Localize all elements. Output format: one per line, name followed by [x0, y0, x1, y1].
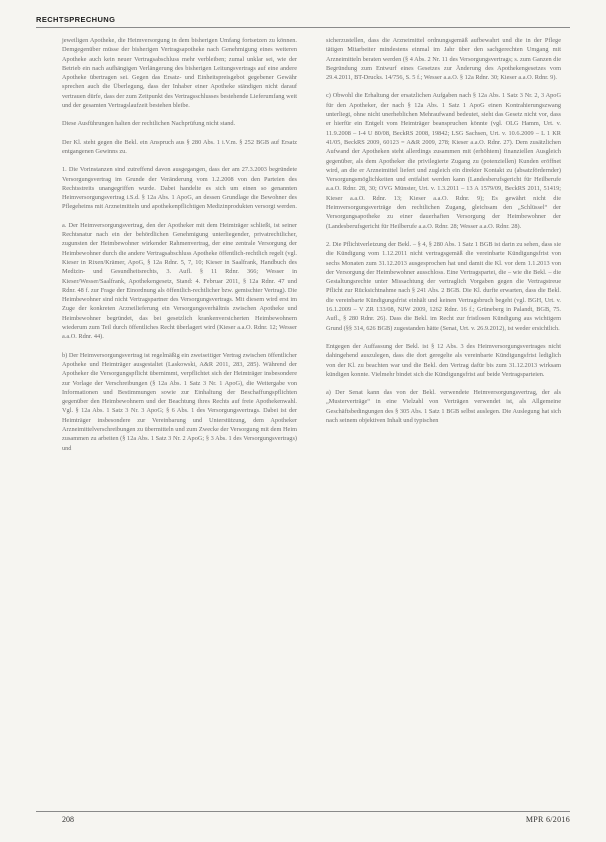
paragraph: jeweiligen Apotheke, die Heimversorgung in dem bisherigen Umfang fortsetzen zu können. Demgegenüber müsse der bisherigen Vertragsapotheke nach Genehmigung eines weiteren Apotheke auch kein neuer Vertragsabschluss mehr verbleiben; zumal unklar sei, wie der Betrieb ein nach aufhängigen Verlängerung des bisherigen Leitungsvertrags auf eine andere Apotheke übertragen sei. Gegen das Ersatz- und Einheitspreisgebot gegebener Gewähr sprechen auch die Überlegung, dass der Inhaber einer Apotheke ständigen nicht darauf vertrauen dürfe, dass der zum Zeitpunkt des Vertragsschlusses bestehende Lieferumfang weit und der gesamten Vertragslaufzeit bestehen bleibe. [62, 37, 297, 110]
footer-divider [36, 811, 570, 812]
paragraph: 2. Die Pflichtverletzung der Bekl. – § 4, § 280 Abs. 1 Satz 1 BGB ist darin zu sehen, dass sie die Kündigung vom 1.12.2011 nicht vertragsgemäß die vereinbarte Kündigungsfrist von sechs Monaten zum 31.12.2013 ausgesprochen hat und damit die Kl. vor dem 1.1.2013 von der Versorgung der Heimbewohner ausschloss. Eine Vertragspartei, die – wie die Bekl. – die Gestaltungsrechte unter Missachtung der vertraglich Vorgaben gegen die Vertragstreue Pflicht zur Rücksichtnahme nach § 241 Abs. 2 BGB. Die Kl. durfte erwarten, dass die Bekl. die vereinbarte Kündigungsfrist einhält und keinen Vertragsbruch begeht (vgl. BGH, Urt. v. 16.1.2009 – V ZR 133/08, NJW 2009, 1262 Rdnr. 16 f.; Grüneberg in Palandt, BGB, 75. Aufl., § 280 Rdnr. 26). Dass die Bekl. im Recht zur fristlosen Kündigung aus wichtigem Grund (§§ 314, 626 BGB) zugestanden hätte (Senat, Urt. v. 26.9.2012), ist weder ersichtlich. [326, 240, 561, 332]
section-header: RECHTSPRECHUNG [36, 15, 116, 24]
journal-reference: MPR 6/2016 [525, 815, 570, 824]
paragraph: a. Der Heimversorgungsvertrag, den der Apotheker mit dem Heimträger schließt, ist seiner Rechtsnatur nach ein der behördlichen Genehmigung unterliegender, privatrechtlicher, zugunsten der Heimbewohner wirkender Rahmenvertrag, der eine zentrale Versorgung der Heimbewohner durch die andere Vertragsabschluss Apotheke öffentlich-rechtlich regelt (vgl. Kieser in Rixen/Krämer, ApoG, § 12a Rdnr. 5, 7, 10; Kieser in Saalfrank, Handbuch des Medizin- und Gesundheitsrechts, 3. Aufl. § 11 Rdnr. 366; Wesser in Kieser/Wesser/Saalfrank, Apothekengesetz, Stand: 4. Februar 2011, § 12a Rdnr. 47 und Rdnr. 48 f. zur Frage der Einordnung als öffentlich-rechtlicher bzw. gemischter Vertrag). Die Heimbewohner sind nicht Vertragspartner des Versorgungsvertrags. Mit diesem wird erst im Zuge der konkreten Arzneilieferung ein Versorgungsverhältnis zwischen Apotheke und Heimbewohner begründet, das bei gesetzlich krankenversicherten Heimbewohnern wiederum zum Teil durch öffentliches Recht überlagert wird (Kieser a.a.O. Rdnr. 12; Wesser a.a.O. Rdnr. 44). [62, 221, 297, 341]
paragraph: sicherzustellen, dass die Arzneimittel ordnungsgemäß aufbewahrt und die in der Pflege tätigen Mitarbeiter mindestens einmal im Jahr über den sachgerechten Umgang mit Arzneimitteln beraten werden (§ 4 Abs. 2 Nr. 11 des Versorgungsvertrags; s. zum Ganzen die Begründung zum Entwurf eines Gesetzes zur Änderung des Apothekengesetzes vom 29.4.2011, BT-Drucks. 14/756, S. 5 f.; Wesser a.a.O. § 12a Rdnr. 30; Kieser a.a.O. Rdnr. 9). [326, 37, 561, 82]
paragraph: b) Der Heimversorgungsvertrag ist regelmäßig ein zweiseitiger Vertrag zwischen öffentlicher Apotheke und Heimträger ausgestaltet (Laskowski, A&R 2011, 283, 285). Während der Apotheker die Versorgungspflicht übernimmt, verpflichtet sich der Heimträger insbesondere zur Vorlage der Verschreibungen (§ 12a Abs. 1 Satz 3 Nr. 1 ApoG), die Weitergabe von Informationen und Bestimmungen sowie zur Einhaltung der Beschaffungspflichten gegenüber den Heimbewohnern und der Beachtung ihres Rechts auf freie Apothekenwahl. Vgl. § 12a Abs. 1 Satz 3 Nr. 3 ApoG; § 6 Abs. 1 des Versorgungsvertrags. Dabei ist der Heimträger insbesondere zur Vereinbarung und Unterstützung, dem Apotheker Arzneimittelverschreibungen zu übermitteln und zum Zwecke der Versorgung mit dem Heim zusammen zu arbeiten (§ 12a Abs. 1 Satz 3 Nr. 2 ApoG; § 3 Abs. 1 des Versorgungsvertrags) und [62, 351, 297, 452]
paragraph: Der Kl. steht gegen die Bekl. ein Anspruch aus § 280 Abs. 1 i.V.m. § 252 BGB auf Ersatz entgangenen Gewinns zu. [62, 138, 297, 155]
left-column [62, 36, 297, 462]
paragraph: a) Der Senat kann das von der Bekl. verwendete Heimversorgungsvertrag, der als „Musterverträge“ in eine Vielzahl von Verträgen verwendet ist, als Allgemeine Geschäftsbedingungen des § 305 Abs. 1 Satz 1 BGB selbst auslegen. Die Auslegung hat sich nach seinem objektiven Inhalt und typischen [326, 389, 561, 424]
paragraph: 1. Die Vorinstanzen sind zutreffend davon ausgegangen, dass der am 27.3.2003 begründete Versorgungsvertrag im Grunde der Veränderung vom 1.2.2008 von den Parteien des Rechtsstreits unangegriffen wurde. Dabei handelte es sich um einen so genannten Heimversorgungsvertrag i.S.d. § 12a Abs. 1 ApoG, an dessen Grundlage die Bewohner des Pflegeheims mit Arzneimitteln und apothekenpflichtigen Medizinprodukten versorgt werden. [62, 166, 297, 211]
paragraph: Entgegen der Auffassung der Bekl. ist § 12 Abs. 3 des Heimversorgungsvertrages nicht dahingehend auszulegen, dass die dort geregelte als vereinbarte Kündigungsfrist lediglich von der Kl. zu beachten war und die Bekl. den Vertrag dafür bis zum 31.12.2013 wirksam kündigen konnte. Vielmehr bindet sich die Kündigungsfrist auf beide Vertragsparteien. [326, 342, 561, 378]
header-divider [36, 27, 570, 28]
right-column [326, 36, 561, 434]
page-number: 208 [62, 815, 74, 824]
paragraph: c) Obwohl die Erhaltung der ersatzlichen Aufgaben nach § 12a Abs. 1 Satz 3 Nr. 2, 3 ApoG für den Apotheker, der nach § 12a Abs. 1 Satz 1 ApoG einen Kontrahierungszwang unterliegt, ohne nicht unerheblichen Mehraufwand bedeutet, sieht das Gesetz nicht vor, dass er hierfür ein Entgelt vom Heimträger beanspruchen könnte (vgl. OLG Hamm, Urt. v. 11.9.2008 – I-4 U 80/08, BeckRS 2008, 19842; LSG Sachsen, Urt. v. 10.6.2009 – L 1 KR 41/05, BeckRS 2009, 60123 = A&R 2009, 278; Kieser a.a.O. Rdnr. 27). Dem zusätzlichen Aufwand der Apotheken steht allerdings zusammen mit (erhöhtem) finanziellen Ausgleich gegenüber, als dem Apotheker die privilegierte Zugang zu (potenziellen) Kunden eröffnet wird, an die er Arzneimittel liefert und zugleich ein direkter Kontakt zu (absatzfördernder) Versorgungsmöglichkeiten und entfaltet werden kann (Landesberufsgericht für Heilberufe a.a.O. Rdnr. 28, 30; OVG Münster, Urt. v. 1.3.2011 – 13 A 1579/09, BeckRS 2011, 51419; Kieser a.a.O. Rdnr. 13; Kieser a.a.O. Rdnr. 9); Es gewährt nicht die Heimversorgungsverträge den rechtlichen Zugang, gleichsam den „Schlüssel“ der Versorgungsapotheke zu einer dauerhaften Versorgung der Heimbewohner der (Landesberufsgericht für Heilberufe a.a.O. Rdnr. 28; Wesser a.a.O. Rdnr. 28). [326, 92, 561, 230]
paragraph: Diese Ausführungen halten der rechtlichen Nachprüfung nicht stand. [62, 120, 236, 128]
